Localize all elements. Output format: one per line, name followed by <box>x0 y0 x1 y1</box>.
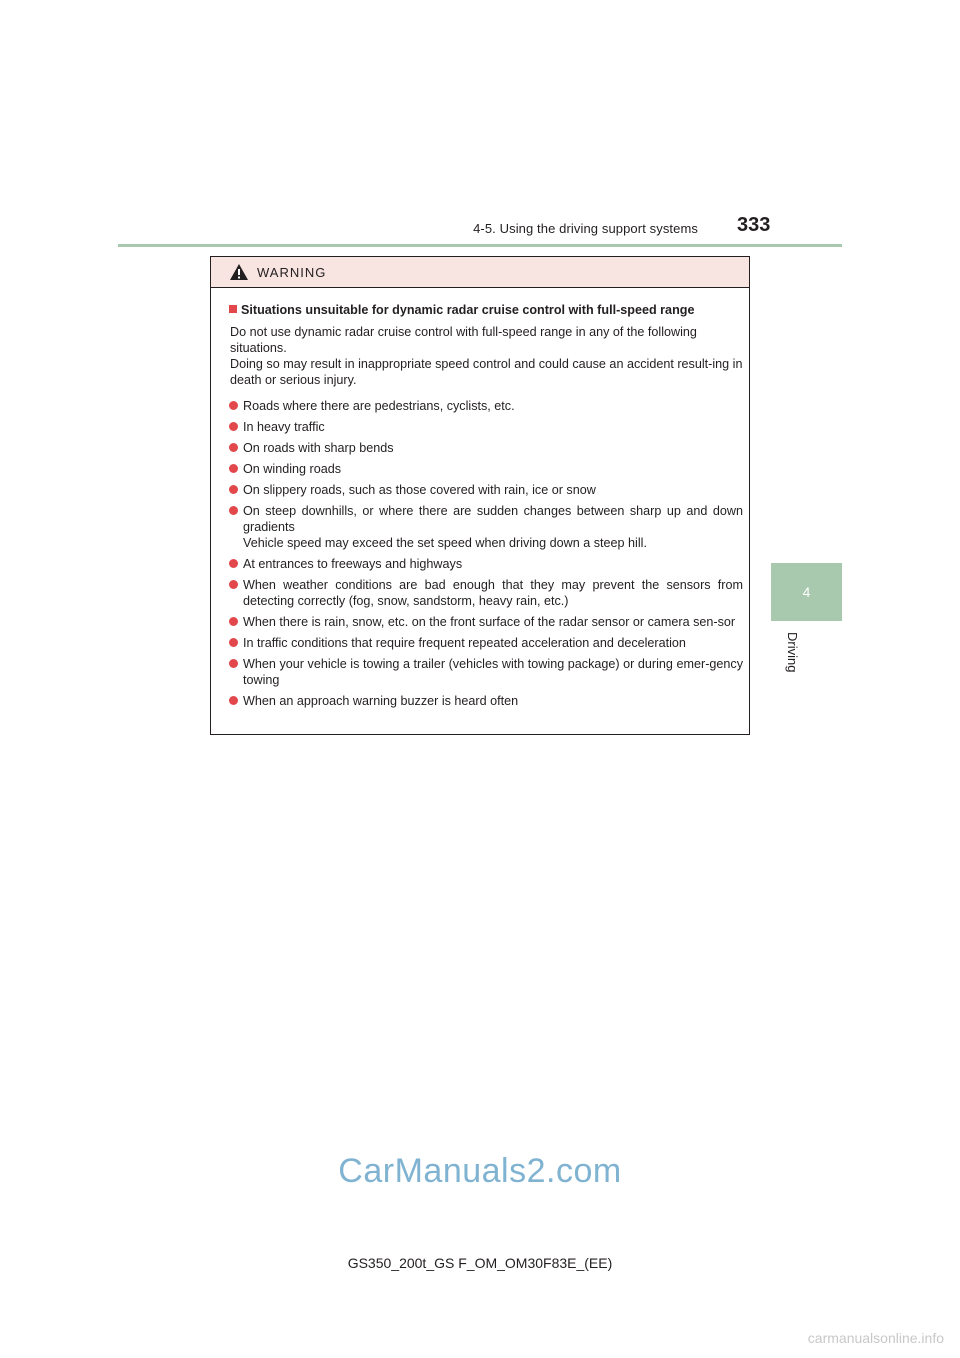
carmanualsonline-watermark: carmanualsonline.info <box>807 1330 944 1346</box>
list-item <box>229 693 743 709</box>
list-item <box>229 635 743 651</box>
list-item-text: On steep downhills, or where there are sudden changes between sharp up and down gradients <box>243 504 743 534</box>
document-code: GS350_200t_GS F_OM_OM30F83E_(EE) <box>347 1255 613 1271</box>
list-item-text: When your vehicle is towing a trailer (vehicles with towing package) or during emer-gency towing <box>243 657 743 687</box>
list-item-text: Roads where there are pedestrians, cyclists, etc. <box>243 399 515 413</box>
bullet-dot-icon <box>229 506 238 515</box>
chapter-label: Driving <box>785 632 800 673</box>
list-item-text: On slippery roads, such as those covered with rain, ice or snow <box>243 483 596 497</box>
section-intro <box>230 324 743 388</box>
situation-list <box>229 398 743 709</box>
bullet-dot-icon <box>229 485 238 494</box>
bullet-dot-icon <box>229 464 238 473</box>
list-item-note: Vehicle speed may exceed the set speed when driving down a steep hill. <box>243 536 647 550</box>
chapter-number: 4 <box>802 584 811 600</box>
list-item <box>229 419 743 435</box>
list-item-text: When there is rain, snow, etc. on the front surface of the radar sensor or camera sen-sor <box>243 615 736 629</box>
bullet-dot-icon <box>229 422 238 431</box>
list-item-text: In traffic conditions that require frequent repeated acceleration and deceleration <box>243 636 686 650</box>
intro-line: Doing so may result in inappropriate speed control and could cause an accident result-ing in death or serious injury. <box>230 357 743 387</box>
section-title: 4-5. Using the driving support systems <box>473 221 698 236</box>
section-heading <box>229 302 743 318</box>
bullet-dot-icon <box>229 638 238 647</box>
bullet-dot-icon <box>229 559 238 568</box>
list-item-text: On roads with sharp bends <box>243 441 394 455</box>
list-item-text: At entrances to freeways and highways <box>243 557 463 571</box>
chapter-tab <box>771 563 842 621</box>
header-divider <box>118 244 842 247</box>
warning-body <box>211 288 749 734</box>
list-item <box>229 656 743 688</box>
bullet-dot-icon <box>229 580 238 589</box>
page-number: 333 <box>737 214 771 236</box>
bullet-dot-icon <box>229 659 238 668</box>
list-item <box>229 461 743 477</box>
bullet-dot-icon <box>229 696 238 705</box>
bullet-dot-icon <box>229 401 238 410</box>
list-item <box>229 482 743 498</box>
list-item <box>229 556 743 572</box>
list-item <box>229 398 743 414</box>
list-item <box>229 577 743 609</box>
bullet-dot-icon <box>229 617 238 626</box>
warning-box <box>210 256 750 735</box>
section-heading-text: Situations unsuitable for dynamic radar cruise control with full-speed range <box>241 303 695 317</box>
list-item-text: When weather conditions are bad enough that they may prevent the sensors from detecting correctly (fog, snow, sandstorm, heavy rain, etc.) <box>243 578 743 608</box>
list-item <box>229 503 743 551</box>
list-item-text: In heavy traffic <box>243 420 325 434</box>
carmanuals-watermark: CarManuals2.com <box>338 1152 622 1190</box>
warning-header <box>211 257 749 288</box>
square-bullet-icon <box>229 305 237 313</box>
warning-triangle-icon <box>229 263 249 281</box>
list-item <box>229 614 743 630</box>
intro-line: Do not use dynamic radar cruise control with full-speed range in any of the following situations. <box>230 325 697 355</box>
bullet-dot-icon <box>229 443 238 452</box>
list-item-text: When an approach warning buzzer is heard often <box>243 694 519 708</box>
list-item <box>229 440 743 456</box>
warning-title: WARNING <box>257 264 327 280</box>
list-item-text: On winding roads <box>243 462 342 476</box>
